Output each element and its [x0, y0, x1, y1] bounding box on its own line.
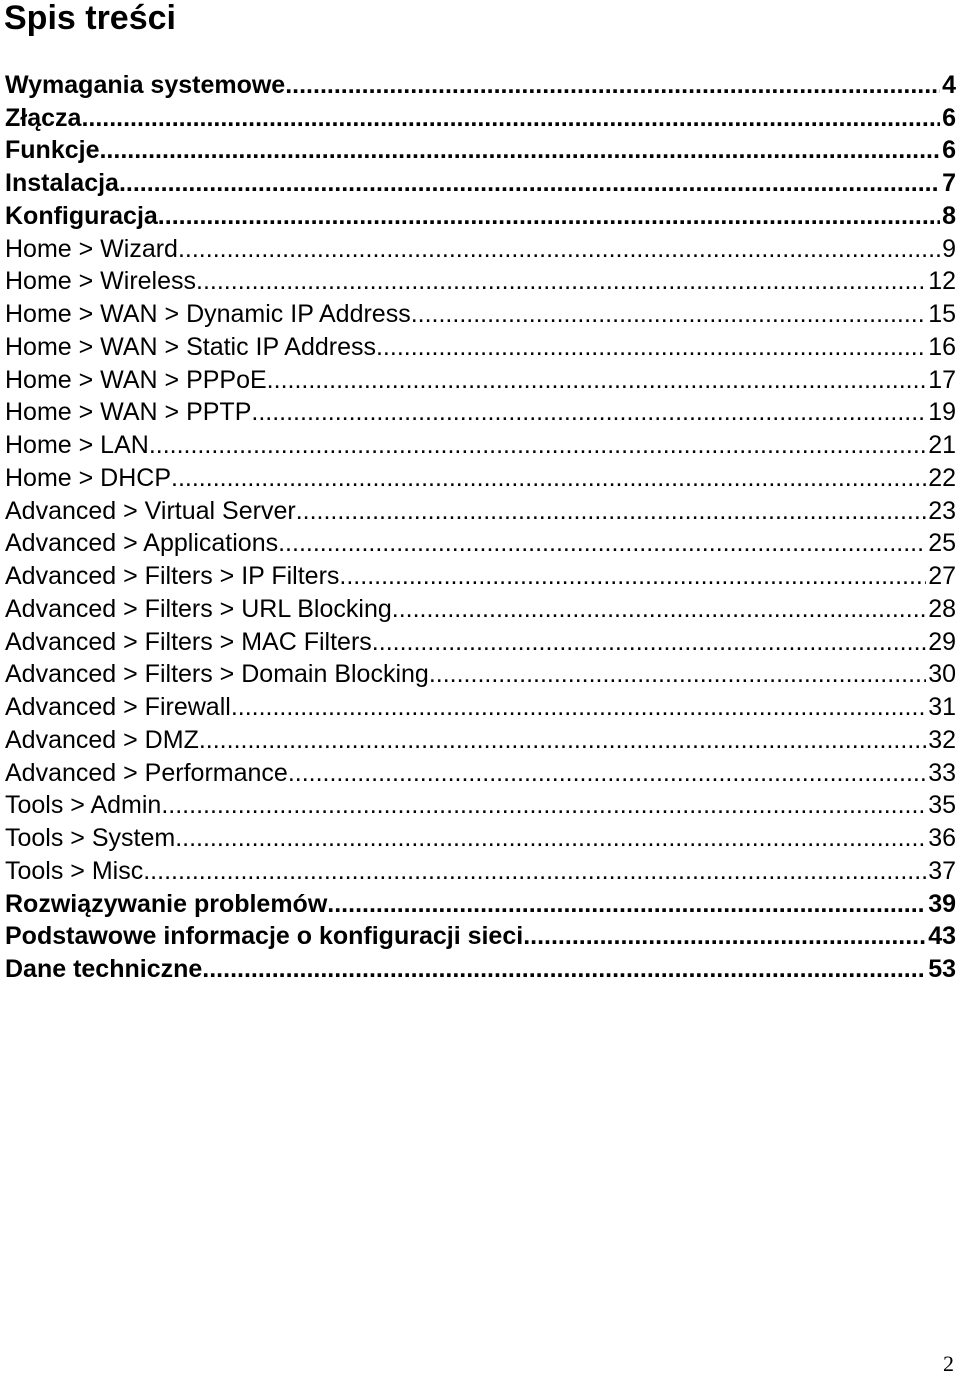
toc-dot-leader — [411, 299, 926, 329]
toc-dot-leader — [161, 790, 926, 820]
toc-entry[interactable] — [5, 558, 956, 591]
toc-dot-leader — [158, 201, 940, 231]
toc-entry-label: Home > Wizard — [5, 234, 178, 263]
toc-dot-leader — [199, 725, 926, 755]
toc-dot-leader — [251, 397, 926, 427]
toc-dot-leader — [196, 266, 926, 296]
toc-dot-leader — [143, 856, 926, 886]
toc-dot-leader — [376, 332, 926, 362]
toc-entry-label: Home > LAN — [5, 431, 149, 459]
toc-entry[interactable] — [5, 853, 956, 886]
toc-entry[interactable] — [5, 591, 956, 624]
toc-entry-label: Home > WAN > Static IP Address — [5, 332, 376, 361]
toc-dot-leader — [99, 135, 940, 165]
toc-entry-label: Home > WAN > Dynamic IP Address — [5, 300, 411, 328]
toc-entry-label: Tools > Admin — [5, 791, 162, 820]
toc-dot-leader — [392, 594, 926, 624]
toc-entry[interactable] — [5, 951, 956, 984]
toc-entry[interactable] — [5, 624, 956, 657]
toc-entry[interactable] — [5, 689, 956, 722]
toc-entry-page: 23 — [928, 496, 956, 525]
toc-entry[interactable] — [5, 165, 956, 198]
toc-entry-label: Advanced > Firewall — [5, 693, 231, 721]
toc-entry-page: 53 — [928, 955, 956, 983]
toc-entry[interactable] — [5, 460, 956, 493]
toc-entry-label: Advanced > Filters > MAC Filters — [5, 627, 372, 656]
toc-entry[interactable] — [5, 67, 956, 100]
toc-entry-label: Home > WAN > PPTP — [5, 398, 252, 427]
toc-entry-page: 7 — [942, 169, 956, 197]
toc-entry-page: 27 — [928, 562, 956, 590]
toc-entry[interactable] — [5, 362, 956, 395]
toc-entry-page: 12 — [928, 267, 956, 296]
toc-entry[interactable] — [5, 329, 956, 362]
toc-dot-leader — [178, 234, 940, 264]
toc-entry-page: 9 — [942, 234, 956, 263]
toc-entry[interactable] — [5, 395, 956, 428]
toc-entry[interactable] — [5, 493, 956, 526]
toc-entry-label: Instalacja — [5, 169, 119, 197]
toc-entry-label: Home > Wireless — [5, 267, 197, 296]
toc-dot-leader — [149, 430, 926, 460]
toc-dot-leader — [327, 889, 926, 919]
toc-entry[interactable] — [5, 886, 956, 919]
toc-entry-label: Advanced > Filters > Domain Blocking — [5, 660, 429, 689]
toc-entry-label: Funkcje — [5, 136, 100, 165]
toc-dot-leader — [523, 921, 926, 951]
toc-entry-page: 6 — [942, 103, 956, 132]
toc-entry-label: Home > DHCP — [5, 463, 172, 492]
toc-dot-leader — [175, 823, 926, 853]
toc-entry-label: Home > WAN > PPPoE — [5, 365, 267, 394]
toc-entry-label: Dane techniczne — [5, 955, 203, 983]
toc-entry[interactable] — [5, 722, 956, 755]
toc-entry-label: Advanced > Filters > IP Filters — [5, 562, 340, 590]
toc-entry[interactable] — [5, 198, 956, 231]
table-of-contents — [5, 67, 956, 984]
toc-entry-page: 33 — [928, 758, 956, 787]
toc-entry-page: 30 — [928, 660, 956, 689]
toc-entry-page: 21 — [928, 431, 956, 459]
toc-entry-page: 36 — [928, 824, 956, 852]
toc-entry-page: 17 — [928, 365, 956, 394]
toc-entry-page: 8 — [942, 201, 956, 230]
toc-dot-leader — [119, 168, 940, 198]
toc-entry-label: Konfiguracja — [5, 201, 158, 230]
toc-entry[interactable] — [5, 427, 956, 460]
toc-entry[interactable] — [5, 755, 956, 788]
toc-entry-page: 39 — [928, 889, 956, 918]
toc-entry-page: 19 — [928, 398, 956, 427]
toc-entry-page: 32 — [928, 725, 956, 754]
toc-entry[interactable] — [5, 657, 956, 690]
toc-entry-page: 25 — [928, 529, 956, 558]
toc-entry-page: 31 — [928, 693, 956, 721]
toc-entry-page: 29 — [928, 627, 956, 656]
toc-entry-page: 6 — [942, 136, 956, 165]
toc-entry-page: 22 — [928, 463, 956, 492]
toc-entry[interactable] — [5, 100, 956, 133]
toc-entry[interactable] — [5, 231, 956, 264]
toc-entry-page: 28 — [928, 594, 956, 623]
toc-entry[interactable] — [5, 788, 956, 821]
toc-entry-label: Advanced > DMZ — [5, 725, 199, 754]
toc-entry-label: Tools > System — [5, 824, 176, 852]
toc-dot-leader — [339, 561, 926, 591]
toc-dot-leader — [202, 954, 926, 984]
toc-entry-label: Advanced > Virtual Server — [5, 496, 296, 525]
toc-entry-page: 16 — [928, 332, 956, 361]
toc-entry[interactable] — [5, 526, 956, 559]
toc-dot-leader — [267, 365, 927, 395]
toc-dot-leader — [372, 627, 926, 657]
toc-dot-leader — [285, 70, 940, 100]
toc-entry-page: 43 — [928, 922, 956, 951]
toc-entry-label: Tools > Misc — [5, 856, 144, 885]
toc-dot-leader — [231, 692, 926, 722]
toc-entry[interactable] — [5, 264, 956, 297]
toc-entry-page: 4 — [942, 70, 956, 99]
toc-entry-label: Advanced > Applications — [5, 529, 279, 558]
toc-dot-leader — [81, 103, 940, 133]
page-number: 2 — [943, 1351, 954, 1376]
toc-entry-label: Advanced > Filters > URL Blocking — [5, 594, 392, 623]
toc-dot-leader — [171, 463, 926, 493]
toc-entry[interactable] — [5, 296, 956, 329]
toc-entry[interactable] — [5, 919, 956, 952]
toc-dot-leader — [429, 659, 926, 689]
toc-entry-page: 37 — [928, 856, 956, 885]
toc-entry-label: Wymagania systemowe — [5, 70, 286, 99]
toc-entry-label: Rozwiązywanie problemów — [5, 889, 328, 918]
toc-entry[interactable] — [5, 820, 956, 853]
toc-dot-leader — [288, 758, 926, 788]
toc-entry[interactable] — [5, 133, 956, 166]
toc-dot-leader — [278, 528, 926, 558]
toc-entry-label: Podstawowe informacje o konfiguracji sieci — [5, 922, 524, 951]
toc-entry-label: Advanced > Performance — [5, 758, 288, 787]
toc-entry-label: Złącza — [5, 103, 82, 132]
page-title: Spis treści — [4, 0, 176, 37]
toc-entry-page: 15 — [928, 300, 956, 328]
toc-dot-leader — [296, 496, 927, 526]
toc-entry-page: 35 — [928, 791, 956, 820]
